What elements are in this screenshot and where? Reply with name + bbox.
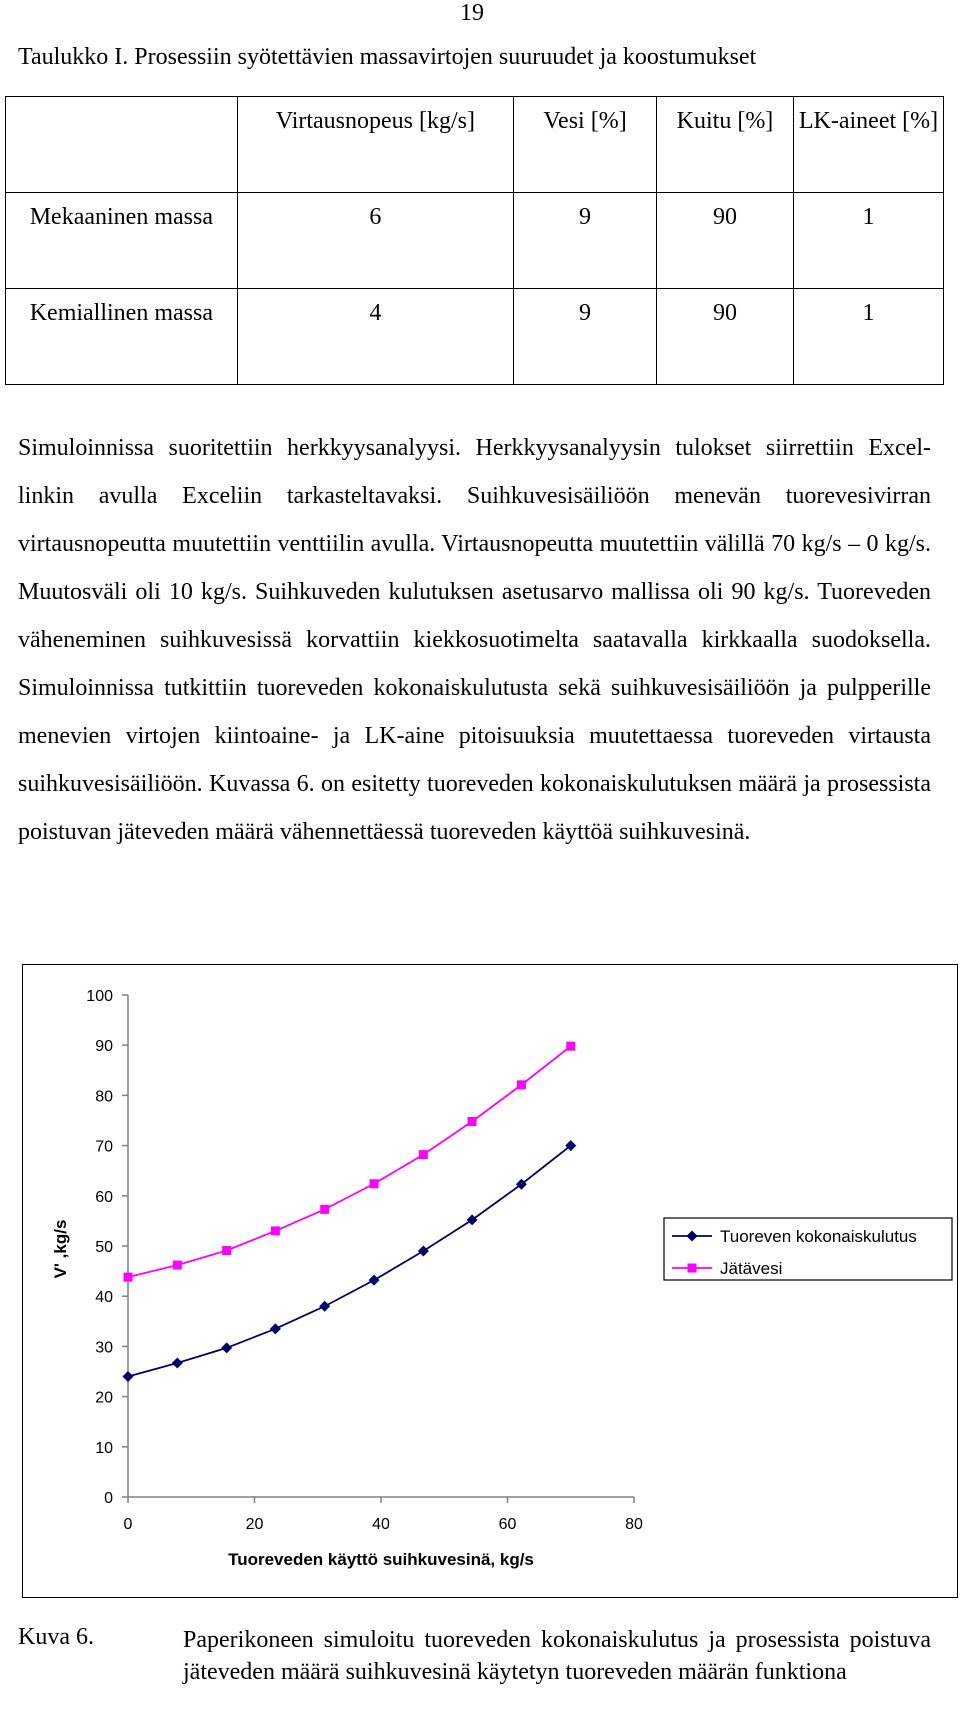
y-tick-label: 10 [95,1439,113,1457]
table-header-cell: Vesi [%] [514,97,657,193]
legend-label: Jätävesi [720,1259,783,1278]
table-header-row [6,97,944,193]
table-cell: 9 [514,193,657,289]
table-header-cell [6,97,238,193]
data-point-diamond [418,1246,429,1257]
table-header-cell: LK-aineet [%] [794,97,944,193]
y-tick-label: 100 [86,988,113,1005]
data-point-square [468,1117,477,1126]
data-point-diamond [221,1342,232,1353]
data-point-square [124,1273,133,1282]
line-chart [0,964,960,1604]
data-point-diamond [369,1275,380,1286]
y-tick-label: 0 [104,1490,113,1507]
data-point-diamond [172,1357,183,1368]
x-tick-label: 40 [372,1516,390,1533]
x-tick-label: 80 [625,1516,643,1533]
table-caption: Taulukko I. Prosessiin syötettävien massavirtojen suuruudet ja koostumukset [18,44,757,70]
data-point-square [517,1080,526,1089]
y-tick-label: 20 [95,1389,113,1407]
y-tick-label: 70 [95,1138,113,1156]
data-point-square [688,1264,697,1273]
x-tick-label: 60 [498,1516,517,1533]
data-point-diamond [319,1301,330,1312]
data-point-square [370,1179,379,1188]
table-cell: 4 [237,289,513,385]
table-cell: 1 [794,289,944,385]
data-point-square [222,1246,231,1255]
data-point-diamond [123,1371,134,1382]
series-line-0 [128,1146,571,1377]
y-axis-title: V' ,kg/s [51,1219,70,1279]
data-point-square [271,1226,280,1235]
table-cell: 6 [237,193,513,289]
table-cell: 90 [656,193,793,289]
figure-label: Kuva 6. [18,1624,94,1650]
table-row [6,289,944,385]
y-tick-label: 90 [95,1038,113,1056]
table-cell: 1 [794,193,944,289]
data-point-square [320,1205,329,1214]
body-paragraph: Simuloinnissa suoritettiin herkkyysanalyysi. Herkkyysanalyysin tulokset siirrettiin Excel-linkin avulla Exceliin tarkasteltavaksi. Suihkuvesisäiliöön menevän tuorevesivirran virtausnopeutta muutettiin venttiilin avulla. Virtausnopeutta muutettiin välillä 70 kg/s – 0 kg/s. Muutosväli oli 10 kg/s. Suihkuveden kulutuksen asetusarvo mallissa oli 90 kg/s. Tuoreveden väheneminen suihkuvesissä korvattiin kiekkosuotimelta saatavalla kirkkaalla suodoksella. Simuloinnissa tutkittiin tuoreveden kokonaiskulutusta sekä suihkuvesisäiliöön ja pulpperille menevien virtojen kiintoaine- ja LK-aine pitoisuuksia muutettaessa tuoreveden virtausta suihkuvesisäiliöön. Kuvassa 6. on esitetty tuoreveden kokonaiskulutuksen määrä ja prosessista poistuvan jäteveden määrä vähennettäessä tuoreveden käyttöä suihkuvesinä. [18,435,931,845]
y-tick-label: 60 [95,1188,113,1206]
data-point-square [566,1042,575,1051]
y-tick-label: 40 [95,1289,113,1307]
y-tick-label: 30 [95,1339,113,1357]
table-cell: Mekaaninen massa [6,193,238,289]
table-header-cell: Virtausnopeus [kg/s] [237,97,513,193]
data-point-square [419,1150,428,1159]
x-axis-title: Tuoreveden käyttö suihkuvesinä, kg/s [228,1550,534,1569]
figure-caption: Paperikoneen simuloitu tuoreveden kokonaiskulutus ja prosessista poistuva jäteveden määrä suihkuvesinä käytetyn tuoreveden määrän funktiona [183,1627,931,1685]
data-table [5,96,944,385]
x-tick-label: 0 [123,1516,133,1533]
table-cell: 9 [514,289,657,385]
y-tick-label: 80 [95,1088,113,1106]
page-number: 19 [460,0,484,26]
series-line-1 [128,1046,571,1277]
data-point-diamond [270,1323,281,1334]
x-tick-label: 20 [245,1516,264,1533]
y-tick-label: 50 [95,1239,113,1256]
table-header-cell: Kuitu [%] [656,97,793,193]
data-point-square [173,1261,182,1270]
legend-label: Tuoreven kokonaiskulutus [720,1227,917,1246]
table-cell: Kemiallinen massa [6,289,238,385]
table-row [6,193,944,289]
table-cell: 90 [656,289,793,385]
